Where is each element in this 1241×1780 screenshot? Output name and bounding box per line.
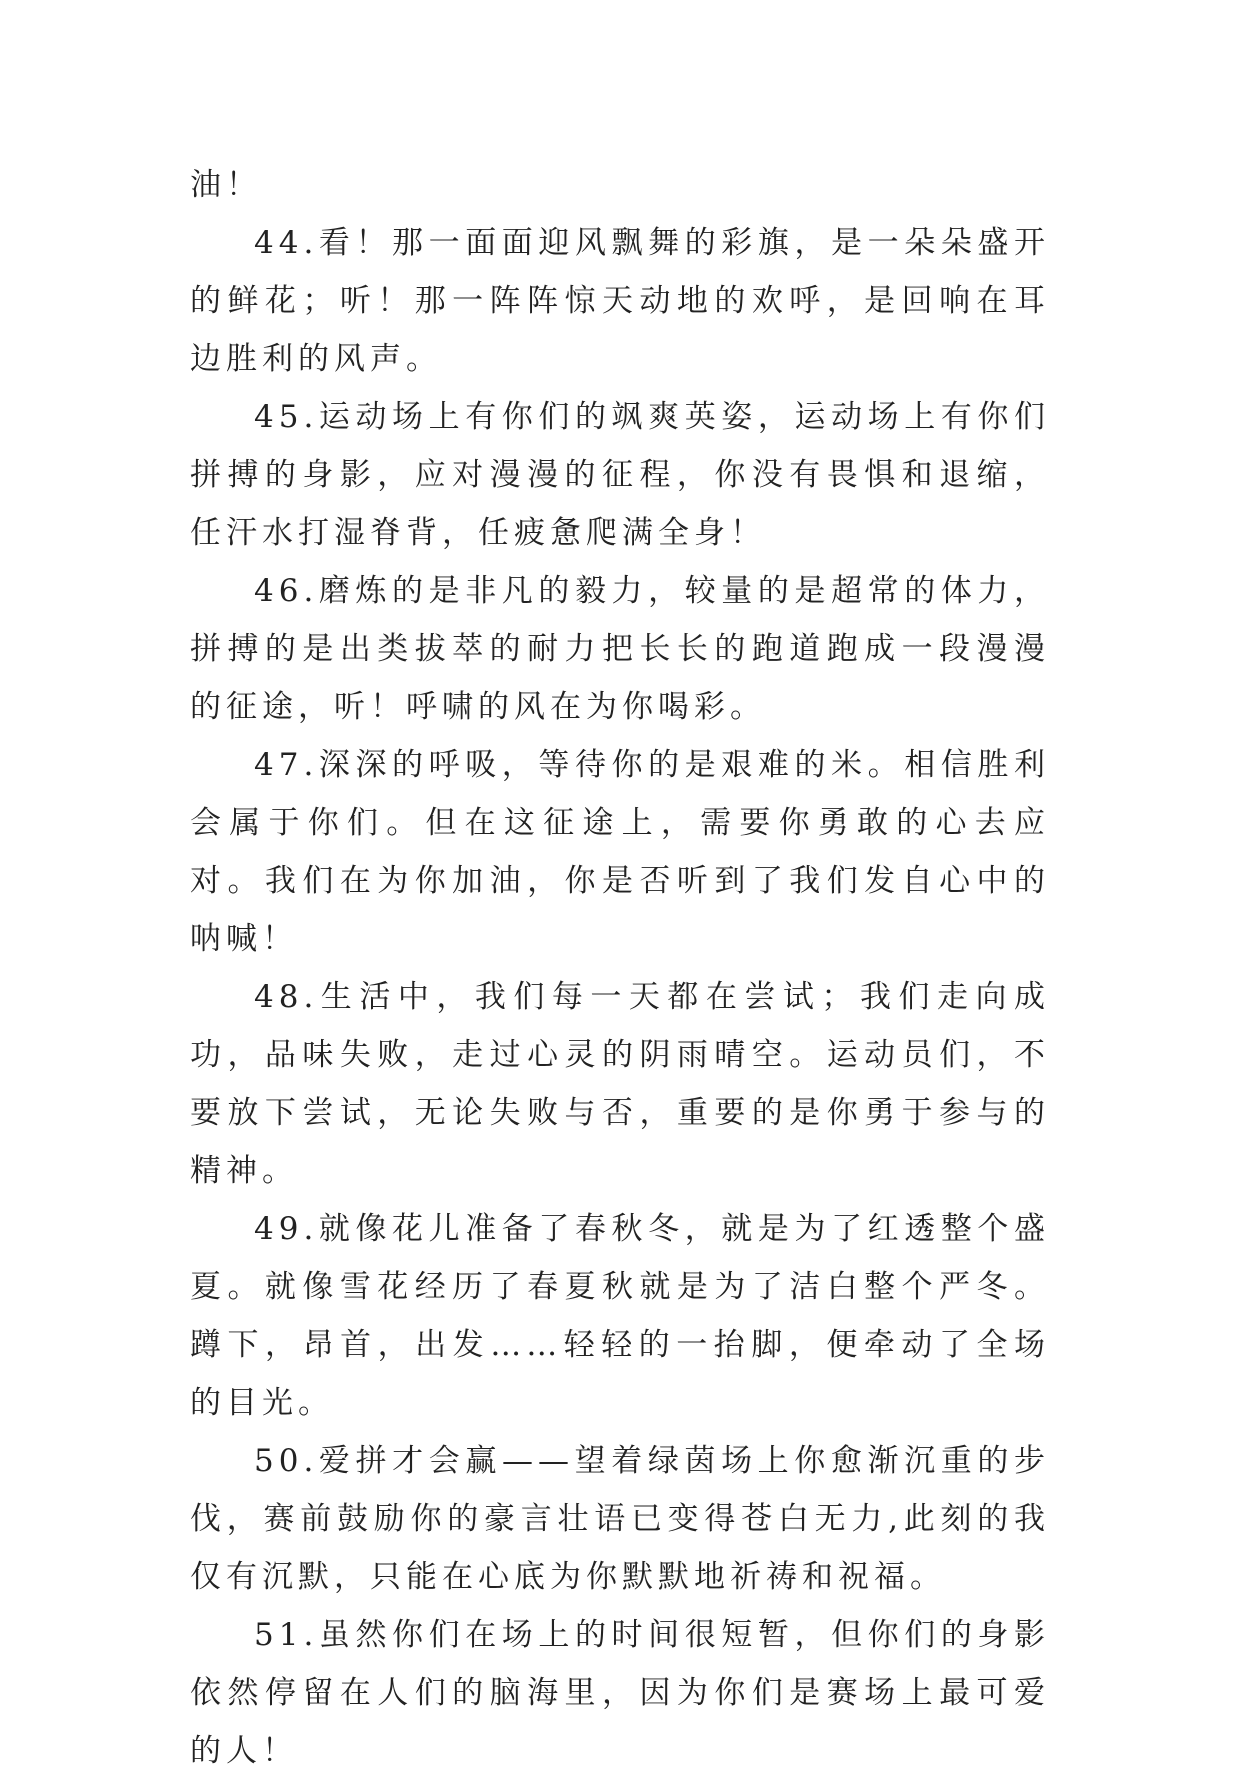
paragraph-47: 47.深深的呼吸，等待你的是艰难的米。相信胜利会属于你们。但在这征途上，需要你勇敢的心去应对。我们在为你加油，你是否听到了我们发自心中的呐喊！: [190, 747, 1050, 957]
document-body: [190, 156, 1050, 1780]
paragraph-44: 44.看！那一面面迎风飘舞的彩旗，是一朵朵盛开的鲜花；听！那一阵阵惊天动地的欢呼，是回响在耳边胜利的风声。: [190, 225, 1050, 377]
paragraph-continuation: 油！: [190, 167, 262, 203]
paragraph-48: 48.生活中，我们每一天都在尝试；我们走向成功，品味失败，走过心灵的阴雨晴空。运动员们，不要放下尝试，无论失败与否，重要的是你勇于参与的精神。: [190, 979, 1050, 1189]
paragraph-50: 50.爱拼才会赢——望着绿茵场上你愈渐沉重的步伐，赛前鼓励你的豪言壮语已变得苍白无力,此刻的我仅有沉默，只能在心底为你默默地祈祷和祝福。: [190, 1443, 1050, 1595]
paragraph-46: 46.磨炼的是非凡的毅力，较量的是超常的体力，拼搏的是出类拔萃的耐力把长长的跑道跑成一段漫漫的征途，听！呼啸的风在为你喝彩。: [190, 573, 1050, 725]
paragraph-51: 51.虽然你们在场上的时间很短暂，但你们的身影依然停留在人们的脑海里，因为你们是赛场上最可爱的人！: [190, 1617, 1050, 1769]
paragraph-49: 49.就像花儿准备了春秋冬，就是为了红透整个盛夏。就像雪花经历了春夏秋就是为了洁白整个严冬。蹲下，昂首，出发……轻轻的一抬脚，便牵动了全场的目光。: [190, 1211, 1050, 1421]
paragraph-45: 45.运动场上有你们的飒爽英姿，运动场上有你们拼搏的身影，应对漫漫的征程，你没有畏惧和退缩，任汗水打湿脊背，任疲惫爬满全身！: [190, 399, 1050, 551]
